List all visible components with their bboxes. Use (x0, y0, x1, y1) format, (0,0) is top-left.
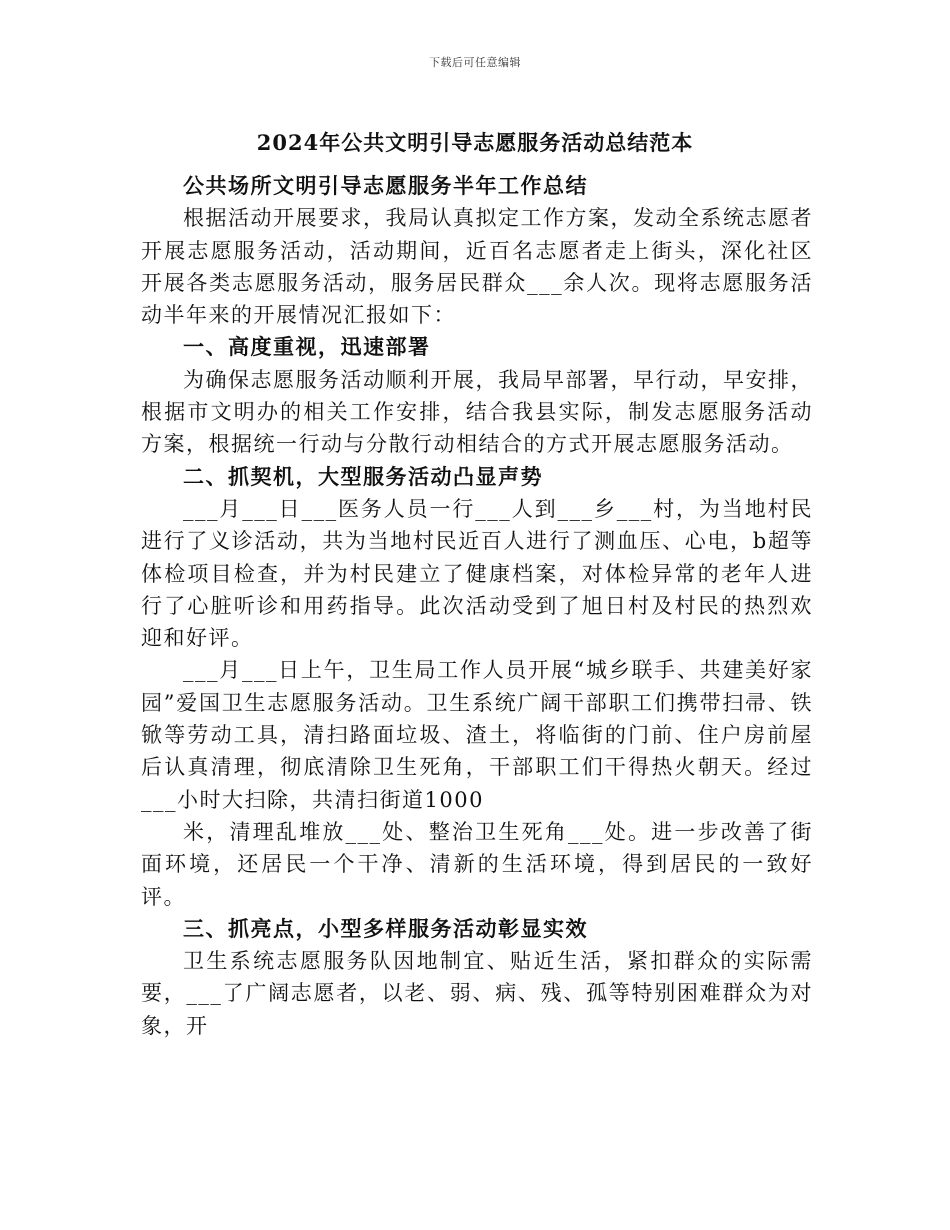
section-heading: 公共场所文明引导志愿服务半年工作总结 (183, 173, 588, 198)
body-paragraph: 为确保志愿服务活动顺利开展，我局早部署，早行动，早安排，根据市文明办的相关工作安排，结合我县实际，制发志愿服务活动方案，根据统一行动与分散行动相结合的方式开展志愿服务活动。 (141, 367, 813, 457)
section-heading: 一、高度重视，迅速部署 (183, 334, 431, 360)
document-title: 2024年公共文明引导志愿服务活动总结范本 (256, 130, 694, 155)
body-paragraph: 根据活动开展要求，我局认真拟定工作方案，发动全系统志愿者开展志愿服务活动，活动期间，近百名志愿者走上街头，深化社区开展各类志愿服务活动，服务居民群众___余人次。现将志愿服务活动半年来的开展情况汇报如下： (141, 206, 813, 328)
section-heading: 二、抓契机，大型服务活动凸显声势 (183, 463, 543, 489)
header-note: 下载后可任意编辑 (429, 56, 521, 69)
section-heading: 三、抓亮点，小型多样服务活动彰显实效 (183, 915, 588, 941)
body-paragraph: ___月___日上午，卫生局工作人员开展“城乡联手、共建美好家园”爱国卫生志愿服务活动。卫生系统广阔干部职工们携带扫帚、铁锨等劳动工具，清扫路面垃圾、渣土，将临街的门前、住户房前屋后认真清理，彻底清除卫生死角，干部职工们干得热火朝天。经过___小时大扫除，共清扫街道1000 (141, 658, 813, 812)
document-body (141, 170, 813, 1042)
body-paragraph: 卫生系统志愿服务队因地制宜、贴近生活，紧扣群众的实际需要，___了广阔志愿者，以老、弱、病、残、孤等特别困难群众为对象，开 (141, 949, 813, 1038)
body-paragraph: 米，清理乱堆放___处、整治卫生死角___处。进一步改善了街面环境，还居民一个干净、清新的生活环境，得到居民的一致好评。 (141, 819, 813, 909)
body-paragraph: ___月___日___医务人员一行___人到___乡___村，为当地村民进行了义诊活动，共为当地村民近百人进行了测血压、心电，b超等体检项目检查，并为村民建立了健康档案，对体检异常的老年人进行了心脏听诊和用药指导。此次活动受到了旭日村及村民的热烈欢迎和好评。 (141, 496, 813, 651)
